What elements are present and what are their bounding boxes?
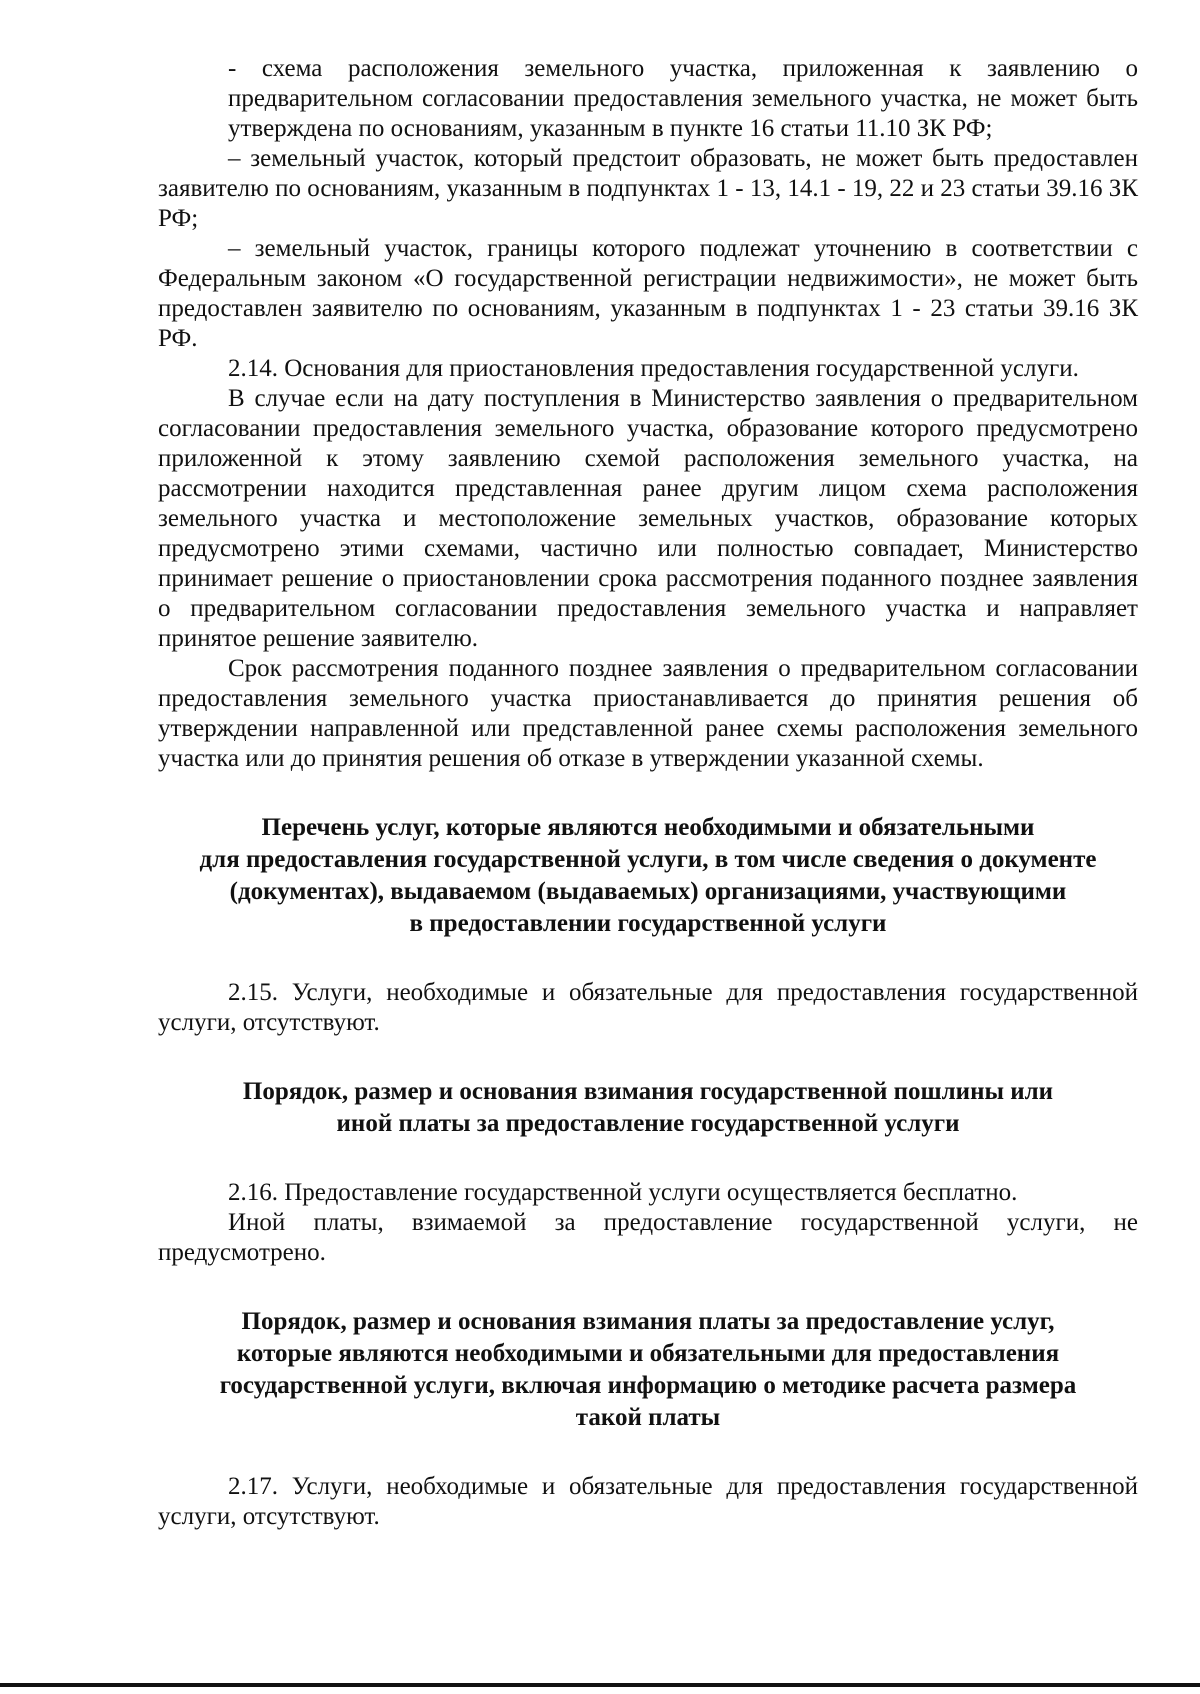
- paragraph-2-16-other-fee: Иной платы, взимаемой за предоставление государственной услуги, не предусмотрено.: [158, 1209, 1138, 1266]
- heading-line: в предоставлении государственной услуги: [409, 910, 887, 937]
- paragraph-2-14-title: 2.14. Основания для приостановления предоставления государственной услуги.: [228, 355, 1079, 382]
- heading-state-duty: [158, 1076, 1138, 1140]
- document-page: [158, 54, 1138, 1532]
- paragraph-suspension-term: Срок рассмотрения поданного позднее заявления о предварительном согласовании предоставления земельного участка приостанавливается до принятия решения об утверждении направленной или представленной ранее схемы расположения земельного участка или до принятия решения об отказе в утверждении указанной схемы.: [158, 655, 1138, 772]
- heading-line: иной платы за предоставление государственной услуги: [336, 1110, 960, 1137]
- heading-line: которые являются необходимыми и обязательными для предоставления: [236, 1340, 1060, 1367]
- spacer: [158, 1434, 1138, 1472]
- heading-line: государственной услуги, включая информацию о методике расчета размера: [219, 1372, 1077, 1399]
- spacer: [158, 1038, 1138, 1076]
- paragraph-2-15: 2.15. Услуги, необходимые и обязательные для предоставления государственной услуги, отсутствуют.: [158, 979, 1138, 1036]
- spacer: [158, 774, 1138, 812]
- heading-line: (документах), выдаваемом (выдаваемых) организациями, участвующими: [229, 878, 1067, 905]
- heading-service-fee: [158, 1306, 1138, 1434]
- paragraph-2-16: 2.16. Предоставление государственной услуги осуществляется бесплатно.: [228, 1179, 1018, 1206]
- heading-required-services: [158, 812, 1138, 940]
- heading-line: для предоставления государственной услуги, в том числе сведения о документе: [199, 846, 1097, 873]
- paragraph-suspension-case: В случае если на дату поступления в Министерство заявления о предварительном согласовании предоставления земельного участка, образование которого предусмотрено приложенной к этому заявлению схемой расположения земельного участка, на рассмотрении находится представленная ранее другим лицом схема расположения земельного участка и местоположение земельных участков, образование которых предусмотрено этими схемами, частично или полностью совпадает, Министерство принимает решение о приостановлении срока рассмотрения поданного позднее заявления о предварительном согласовании предоставления земельного участка и направляет принятое решение заявителю.: [158, 385, 1138, 652]
- paragraph-2-17: 2.17. Услуги, необходимые и обязательные для предоставления государственной услуги, отсутствуют.: [158, 1473, 1138, 1530]
- heading-line: Порядок, размер и основания взимания государственной пошлины или: [242, 1078, 1054, 1105]
- spacer: [158, 940, 1138, 978]
- paragraph-plot-not-provided: – земельный участок, который предстоит образовать, не может быть предоставлен заявителю по основаниям, указанным в подпунктах 1 - 13, 14.1 - 19, 22 и 23 статьи 39.16 ЗК РФ;: [158, 145, 1138, 232]
- paragraph-boundaries-clarification: – земельный участок, границы которого подлежат уточнению в соответствии с Федеральным законом «О государственной регистрации недвижимости», не может быть предоставлен заявителю по основаниям, указанным в подпунктах 1 - 23 статьи 39.16 ЗК РФ.: [158, 235, 1138, 352]
- spacer: [158, 1268, 1138, 1306]
- page-bottom-border: [0, 1683, 1200, 1687]
- spacer: [158, 1140, 1138, 1178]
- heading-line: такой платы: [575, 1404, 721, 1431]
- paragraph-scheme-not-approved: - схема расположения земельного участка, приложенная к заявлению о предварительном согласовании предоставления земельного участка, не может быть утверждена по основаниям, указанным в пункте 16 статьи 11.10 ЗК РФ;: [228, 55, 1138, 142]
- heading-line: Перечень услуг, которые являются необходимыми и обязательными: [261, 814, 1035, 841]
- heading-line: Порядок, размер и основания взимания платы за предоставление услуг,: [241, 1308, 1055, 1335]
